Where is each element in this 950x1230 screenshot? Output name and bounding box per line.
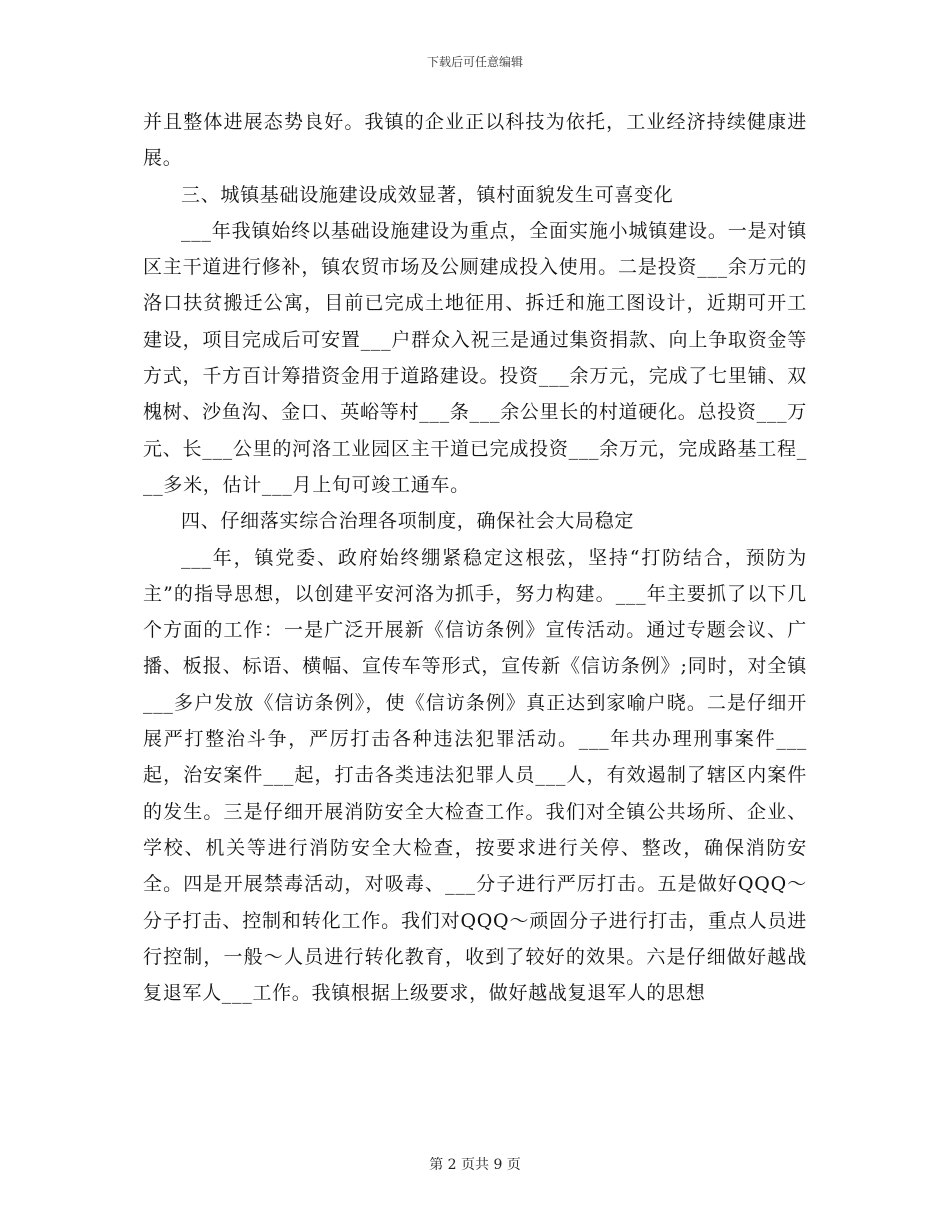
- paragraph-continuation: 并且整体进展态势良好。我镇的企业正以科技为依托，工业经济持续健康进展。: [143, 111, 807, 170]
- section-heading-4: 四、仔细落实综合治理各项制度，确保社会大局稳定: [181, 510, 635, 533]
- paragraph-stability: ___年，镇党委、政府始终绷紧稳定这根弦，坚持“打防结合，预防为主”的指导思想，以创建平安河洛为抓手，努力构建。___年主要抓了以下几个方面的工作：一是广泛开展新《信访条例》宣传活动。通过专题会议、广播、板报、标语、横幅、宣传车等形式，宣传新《信访条例》;同时，对全镇___多户发放《信访条例》，使《信访条例》真正达到家喻户晓。二是仔细开展严打整治斗争，严厉打击各种违法犯罪活动。___年共办理刑事案件___起，治安案件___起，打击各类违法犯罪人员___人，有效遏制了辖区内案件的发生。三是仔细开展消防安全大检查工作。我们对全镇公共场所、企业、学校、机关等进行消防安全大检查，按要求进行关停、整改，确保消防安全。四是开展禁毒活动，对吸毒、___分子进行严厉打击。五是做好QQQ～分子打击、控制和转化工作。我们对QQQ～顽固分子进行打击，重点人员进行控制，一般～人员进行转化教育，收到了较好的效果。六是仔细做好越战复退军人___工作。我镇根据上级要求，做好越战复退军人的思想: [143, 546, 807, 1005]
- page-number: 第 2 页共 9 页: [429, 1157, 521, 1173]
- document-body: [143, 104, 807, 1011]
- section-heading-3: 三、城镇基础设施建设成效显著，镇村面貌发生可喜变化: [181, 183, 674, 206]
- paragraph-infrastructure: ___年我镇始终以基础设施建设为重点，全面实施小城镇建设。一是对镇区主干道进行修补，镇农贸市场及公厕建成投入使用。二是投资___余万元的洛口扶贫搬迁公寓，目前已完成土地征用、拆迁和施工图设计，近期可开工建设，项目完成后可安置___户群众入祝三是通过集资捐款、向上争取资金等方式，千方百计筹措资金用于道路建设。投资___余万元，完成了七里铺、双槐树、沙鱼沟、金口、英峪等村___条___余公里长的村道硬化。总投资___万元、长___公里的河洛工业园区主干道已完成投资___余万元，完成路基工程___多米，估计___月上旬可竣工通车。: [143, 219, 807, 496]
- page-header: 下载后可任意编辑: [426, 55, 523, 69]
